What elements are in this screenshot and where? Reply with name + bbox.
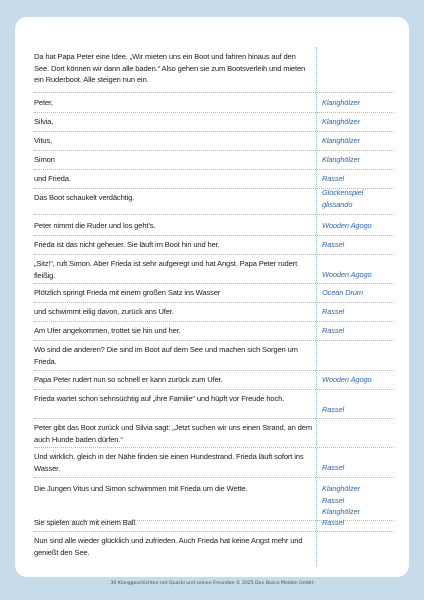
story-text: und Frieda. — [34, 174, 71, 183]
row-separator — [34, 321, 394, 322]
column-divider — [316, 47, 317, 567]
row-separator — [34, 370, 394, 371]
row-separator — [34, 477, 394, 478]
instrument-label: Ocean Drum — [322, 288, 363, 297]
story-text: Frieda ist das nicht geheuer. Sie läuft im Boot hin und her. — [34, 240, 220, 249]
row-separator — [34, 340, 394, 341]
story-text: Frieda wartet schon sehnsüchtig auf „ihre Familie“ und hüpft vor Freude hoch. — [34, 394, 285, 403]
instrument-label: Rassel — [322, 240, 344, 249]
story-text: Peter nimmt die Ruder und los geht’s. — [34, 221, 156, 230]
story-text: Das Boot schaukelt verdächtig. — [34, 193, 135, 202]
story-text: Wo sind die anderen? Die sind im Boot auf dem See und machen sich Sorgen um Frieda. — [34, 345, 298, 366]
story-text: Silvia, — [34, 117, 54, 126]
row-separator — [34, 150, 394, 151]
story-text: Da hat Papa Peter eine Idee. „Wir mieten uns ein Boot und fahren hinaus auf den See. Dort können wir dann alle baden.“ Also gehen sie zum Bootsverleih und mieten ein Ruderboot. Alle steigen nun ein. — [34, 52, 306, 84]
story-text: und schwimmt eilig davon, zurück ans Ufer. — [34, 307, 174, 316]
story-text: Plötzlich springt Frieda mit einem großen Satz ins Wasser — [34, 288, 221, 297]
instrument-label: Klanghölzer Rassel Klanghölzer — [322, 484, 360, 516]
story-text: Sie spielen auch mit einem Ball. — [34, 518, 137, 527]
page-footer: 30 Klanggeschichten mit Quacki und seinen Freunden © 2025 Don Bosco Medien GmbH — [110, 581, 314, 586]
instrument-label: Glockenspiel glissando — [322, 188, 364, 209]
instrument-label: Wooden Agogo — [322, 270, 372, 279]
page-sheet — [15, 17, 409, 577]
story-text: Papa Peter rudert nun so schnell er kann zurück zum Ufer. — [34, 375, 223, 384]
instrument-label: Klanghölzer — [322, 136, 360, 145]
instrument-label: Klanghölzer — [322, 98, 360, 107]
instrument-label: Rassel — [322, 307, 344, 316]
instrument-label: Klanghölzer — [322, 117, 360, 126]
instrument-label: Rassel — [322, 174, 344, 183]
row-separator — [34, 112, 394, 113]
row-separator — [34, 92, 394, 93]
story-text: Peter gibt das Boot zurück und Silvia sagt: „Jetzt suchen wir uns einen Strand, an dem auch Hunde baden dürfen.“ — [34, 423, 312, 444]
row-separator — [34, 254, 394, 255]
story-text: Simon — [34, 155, 55, 164]
story-text: Die Jungen Vitus und Simon schwimmen mit Frieda um die Wette. — [34, 484, 248, 493]
story-text: Und wirklich, gleich in der Nähe finden sie einen Hundestrand. Frieda läuft sofort ins Wasser. — [34, 452, 304, 473]
story-text: „Sitz!“, ruft Simon. Aber Frieda ist sehr aufgeregt und hat Angst. Papa Peter rudert fleißig. — [34, 259, 298, 280]
row-separator — [34, 283, 394, 284]
story-text: Am Ufer angekommen, trottet sie hin und her. — [34, 326, 181, 335]
instrument-label: Rassel — [322, 326, 344, 335]
instrument-label: Wooden Agogo — [322, 375, 372, 384]
instrument-label: Rassel — [322, 518, 344, 527]
row-separator — [34, 169, 394, 170]
instrument-label: Rassel — [322, 405, 344, 414]
instrument-label: Wooden Agogo — [322, 221, 372, 230]
instrument-label: Rassel — [322, 463, 344, 472]
instrument-label: Klanghölzer — [322, 155, 360, 164]
story-text: Peter, — [34, 98, 53, 107]
row-separator — [34, 418, 394, 419]
story-text: Vitus, — [34, 136, 52, 145]
row-separator — [34, 302, 394, 303]
row-separator — [34, 235, 394, 236]
row-separator — [34, 531, 394, 532]
story-text: Nun sind alle wieder glücklich und zufrieden. Auch Frieda hat keine Angst mehr und genießt den See. — [34, 536, 303, 557]
row-separator — [34, 214, 394, 215]
row-separator — [34, 131, 394, 132]
row-separator — [34, 447, 394, 448]
row-separator — [34, 389, 394, 390]
